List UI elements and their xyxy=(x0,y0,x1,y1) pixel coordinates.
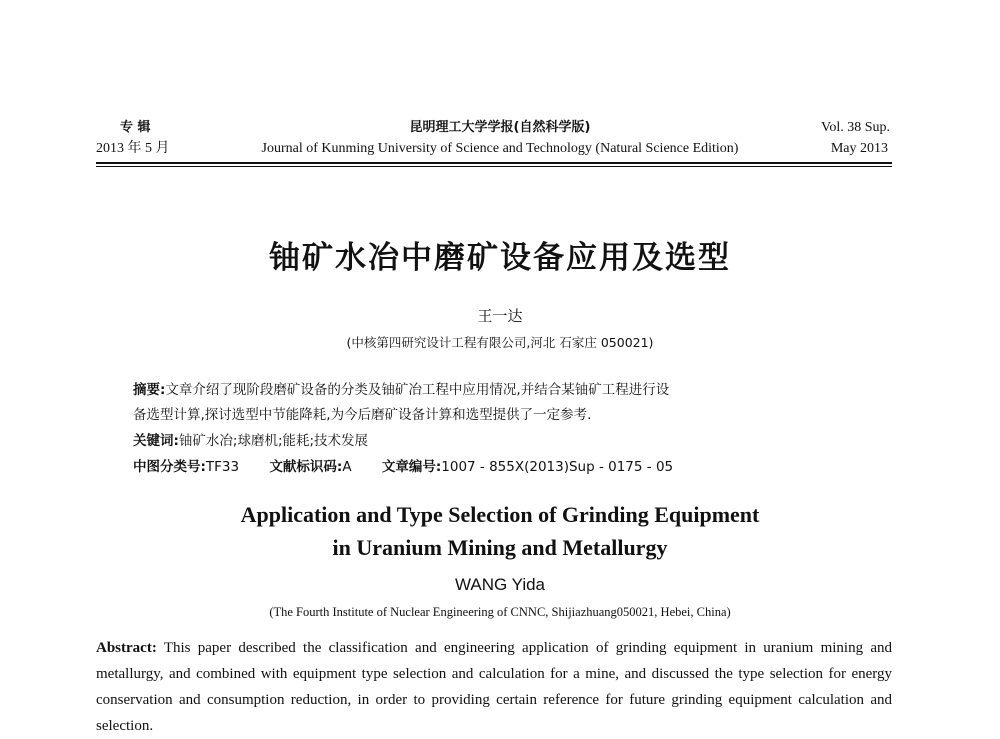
abstract-en-text: This paper described the classification and engineering application of grinding equipment in uranium mining and metallurgy, and combined with equipment type selection and calculation for a mine, and discussed the type selection for energy conservation and consumption reduction, in order to providing certain reference for future grinding equipment calculation and selection. xyxy=(96,640,892,734)
abstract-cn-text1: 文章介绍了现阶段磨矿设备的分类及铀矿冶工程中应用情况,并结合某铀矿工程进行设 xyxy=(165,382,670,398)
abstract-cn-line1 xyxy=(133,378,669,398)
author-cn: 王一达 xyxy=(477,307,523,325)
abstract-cn-line2: 备选型计算,探讨选型中节能降耗,为今后磨矿设备计算和选型提供了一定参考. xyxy=(133,407,592,423)
article-number-value: 1007 - 855X(2013)Sup - 0175 - 05 xyxy=(441,459,674,475)
header-special-issue: 专 辑 xyxy=(120,120,151,135)
header-journal-cn: 昆明理工大学学报(自然科学版) xyxy=(409,120,591,135)
author-en: WANG Yida xyxy=(454,575,546,594)
abstract-cn-label: 摘要: xyxy=(133,382,166,398)
header-date-en: May 2013 xyxy=(830,141,888,156)
article-number-label: 文章编号: xyxy=(381,459,442,475)
affiliation-cn: (中核第四研究设计工程有限公司,河北 石家庄 050021) xyxy=(346,335,654,350)
header-journal-en: Journal of Kunming University of Science and Technology (Natural Science Edition) xyxy=(261,141,739,156)
document-code-label: 文献标识码: xyxy=(269,459,343,475)
header-date-cn: 2013 年 5 月 xyxy=(96,141,170,156)
paper-title-en-line2: in Uranium Mining and Metallurgy xyxy=(332,535,668,560)
clc-label: 中图分类号: xyxy=(133,459,206,475)
keywords-cn-text: 铀矿水冶;球磨机;能耗;技术发展 xyxy=(178,433,369,449)
document-code-value: A xyxy=(342,459,352,475)
clc-number xyxy=(133,459,239,475)
keywords-cn-label: 关键词: xyxy=(133,433,179,449)
article-number xyxy=(382,459,673,475)
classification-line xyxy=(133,455,699,475)
header-rule-thick xyxy=(96,162,892,164)
abstract-en xyxy=(96,635,892,739)
affiliation-en: (The Fourth Institute of Nuclear Engineering of CNNC, Shijiazhuang050021, Hebei, China) xyxy=(269,605,731,619)
header-rule-thin xyxy=(96,166,892,167)
abstract-en-label: Abstract: xyxy=(96,640,157,656)
keywords-cn xyxy=(133,429,368,449)
header-volume: Vol. 38 Sup. xyxy=(821,120,890,135)
paper-title-cn: 铀矿水冶中磨矿设备应用及选型 xyxy=(269,240,731,276)
paper-title-en-line1: Application and Type Selection of Grinding Equipment xyxy=(240,502,760,527)
clc-value: TF33 xyxy=(205,459,240,475)
document-code xyxy=(269,459,351,475)
